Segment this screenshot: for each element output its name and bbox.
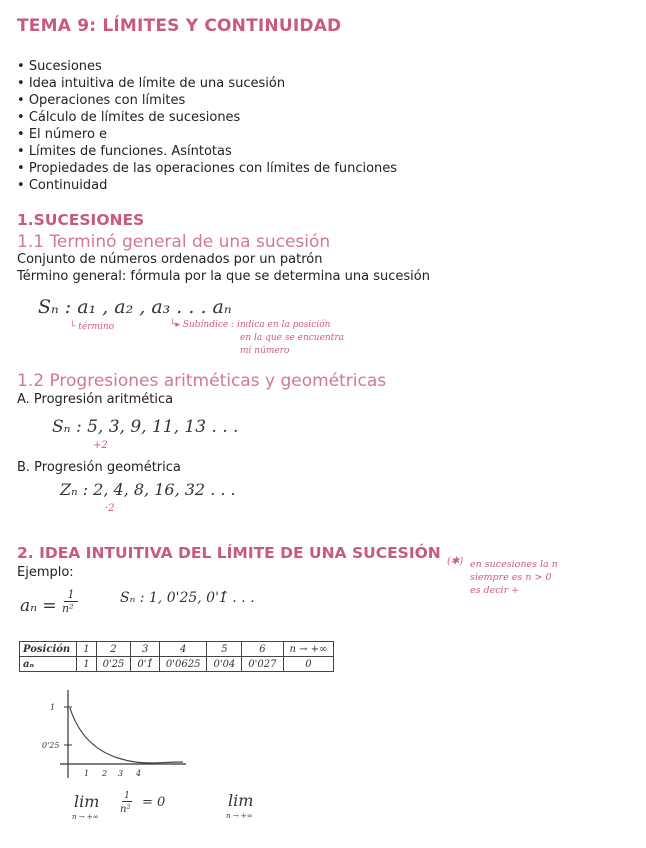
sequence-notation: Sₙ : a₁ , a₂ , a₃ . . . aₙ <box>38 296 232 318</box>
x-tick-label: 4 <box>136 769 142 778</box>
x-tick-label: 3 <box>118 769 124 778</box>
paragraph: Ejemplo: <box>17 565 74 580</box>
table-row <box>20 642 334 657</box>
limit-symbol: lim <box>228 791 254 810</box>
annotation: en la que se encuentra <box>240 333 345 343</box>
decay-graph <box>38 688 198 784</box>
table-cell: 1 <box>77 657 96 672</box>
limit-symbol: lim <box>74 792 100 811</box>
limit-subscript: n → +∞ <box>226 812 253 820</box>
table-cell: 0'25 <box>96 657 131 672</box>
list-item: • El número e <box>17 126 397 143</box>
formula-lhs: aₙ = <box>20 596 57 616</box>
table-cell: 0'027 <box>242 657 283 672</box>
table-cell: 0'04 <box>207 657 242 672</box>
sequence-notation: Sₙ : 5, 3, 9, 11, 13 . . . <box>52 417 239 437</box>
fraction-numerator: 1 <box>64 588 78 602</box>
annotation: └▸ Subíndice : indica en la posición <box>170 320 331 330</box>
paragraph: A. Progresión aritmética <box>17 392 174 407</box>
paragraph: Término general: fórmula por la que se determina una sucesión <box>17 269 430 284</box>
annotation: +2 <box>93 440 108 451</box>
table-cell: n → +∞ <box>283 642 334 657</box>
values-table <box>19 641 334 672</box>
table-cell: 6 <box>242 642 283 657</box>
sequence-notation: Zₙ : 2, 4, 8, 16, 32 . . . <box>60 480 236 499</box>
table-cell: 3 <box>131 642 159 657</box>
list-item: • Continuidad <box>17 177 397 194</box>
fraction-denominator: n² <box>62 602 74 615</box>
table-cell: 0 <box>283 657 334 672</box>
list-item: • Operaciones con límites <box>17 92 397 109</box>
list-item: • Sucesiones <box>17 58 397 75</box>
limit-subscript: n → +∞ <box>72 813 99 821</box>
table-cell: 4 <box>159 642 207 657</box>
x-tick-label: 1 <box>84 769 90 778</box>
table-cell: 0'1̂ <box>131 657 159 672</box>
list-item: • Límites de funciones. Asíntotas <box>17 143 397 160</box>
list-item: • Cálculo de límites de sucesiones <box>17 109 397 126</box>
star-icon: (✱) <box>447 556 464 567</box>
subsection-heading: 1.2 Progresiones aritméticas y geométricas <box>17 371 387 391</box>
table-cell: Posición <box>20 642 77 657</box>
fraction-numerator: 1 <box>122 791 132 802</box>
y-tick-label: 1 <box>50 703 56 712</box>
y-tick-label: 0'25 <box>42 741 60 750</box>
paragraph: Conjunto de números ordenados por un patrón <box>17 252 323 267</box>
table-cell: 0'0625 <box>159 657 207 672</box>
list-item: • Propiedades de las operaciones con límites de funciones <box>17 160 397 177</box>
topic-list <box>17 58 397 194</box>
table-row <box>20 657 334 672</box>
paragraph: B. Progresión geométrica <box>17 460 181 475</box>
x-tick-label: 2 <box>102 769 108 778</box>
annotation: └ término <box>70 322 115 332</box>
annotation: mi número <box>240 346 290 356</box>
table-cell: 5 <box>207 642 242 657</box>
table-cell: 1 <box>77 642 96 657</box>
table-cell: aₙ <box>20 657 77 672</box>
list-item: • Idea intuitiva de límite de una sucesión <box>17 75 397 92</box>
table-cell: 2 <box>96 642 131 657</box>
limit-result: = 0 <box>142 795 166 810</box>
section-heading: 2. IDEA INTUITIVA DEL LÍMITE DE UNA SUCESIÓN <box>17 544 441 562</box>
section-heading: 1.SUCESIONES <box>17 211 145 229</box>
annotation: ·2 <box>105 503 115 514</box>
curve <box>70 708 183 763</box>
page-title: TEMA 9: LÍMITES Y CONTINUIDAD <box>17 16 342 36</box>
fraction-denominator: n² <box>120 804 131 815</box>
side-note: en sucesiones la n siempre es n > 0 es decir + <box>470 559 558 596</box>
sequence-notation: Sₙ : 1, 0'25, 0'1̂ . . . <box>120 590 255 606</box>
subsection-heading: 1.1 Terminó general de una sucesión <box>17 232 331 252</box>
